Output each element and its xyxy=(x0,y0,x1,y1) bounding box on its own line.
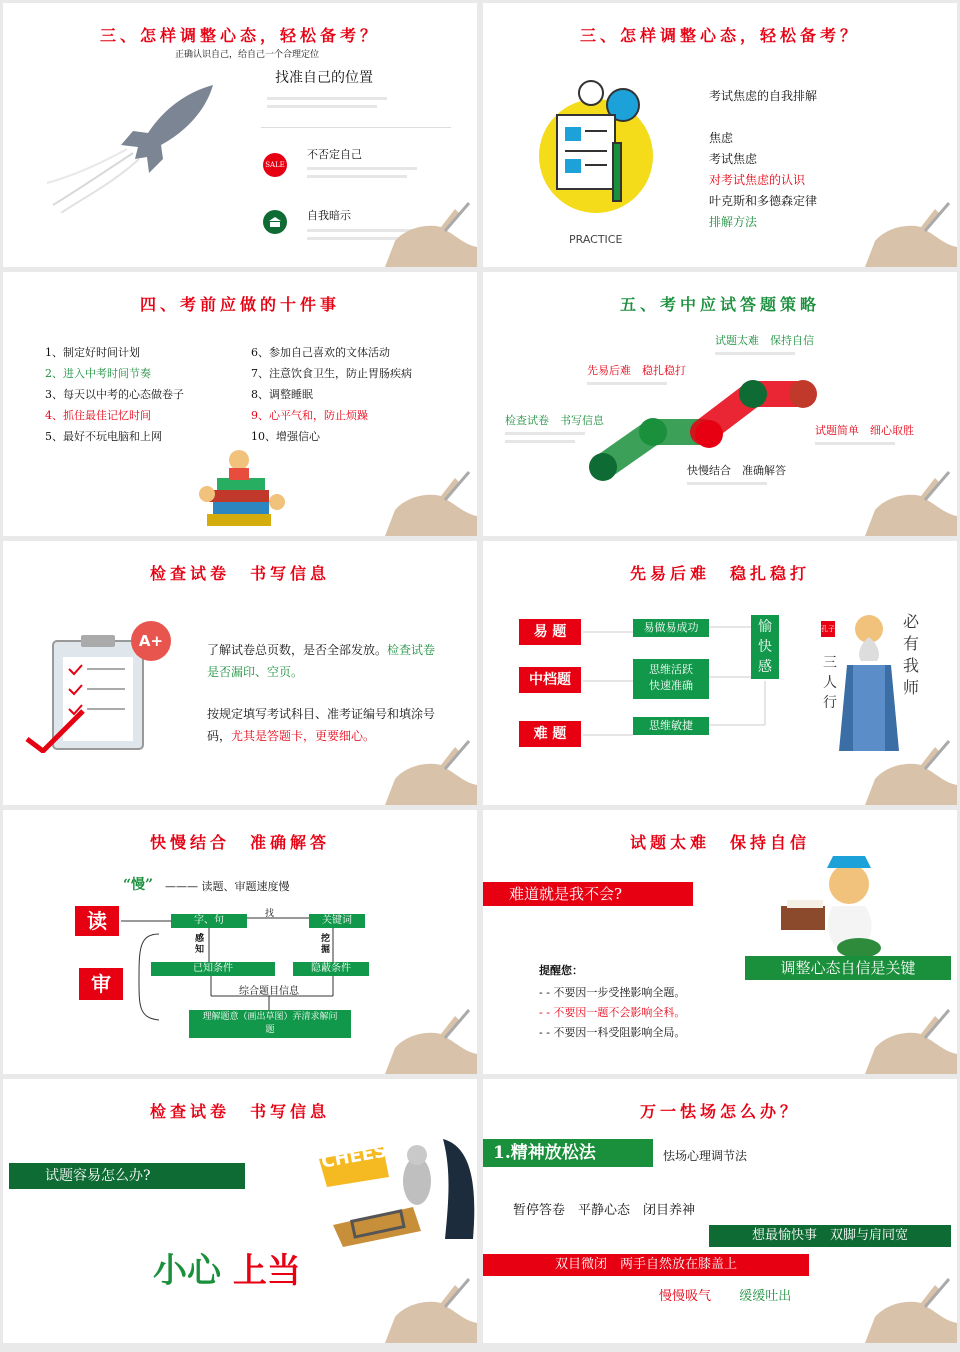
todo-item: 3、每天以中考的心态做卷子 xyxy=(45,388,184,401)
read-label: 读 xyxy=(75,906,119,936)
writing-hand-icon xyxy=(385,201,477,267)
perceive-label: 感知 xyxy=(195,934,205,955)
slide-5 xyxy=(3,541,477,805)
hidden-conditions-box: 隐蔽条件 xyxy=(293,962,369,976)
writing-hand-icon xyxy=(865,470,957,536)
keyword-box: 关键词 xyxy=(309,914,365,928)
anxiety-item: 对考试焦虑的认识 xyxy=(709,173,806,187)
strategy-label: 先易后难 稳扎稳打 xyxy=(587,364,686,377)
text-char: 有 xyxy=(903,634,920,653)
slide-3 xyxy=(3,272,477,536)
text-char: 快 xyxy=(758,639,772,655)
anxiety-item: 排解方法 xyxy=(709,215,758,229)
todo-item: 9、心平气和，防止烦躁 xyxy=(251,409,368,422)
slide-2 xyxy=(483,3,957,267)
slide-7 xyxy=(3,810,477,1074)
question-banner: 试题容易怎么办? xyxy=(9,1163,245,1189)
rocket-icon xyxy=(43,73,243,213)
hard-question-label: 难 题 xyxy=(519,721,581,747)
slide-6 xyxy=(483,541,957,805)
text-char: 愉 xyxy=(758,619,772,635)
faint-text xyxy=(687,482,767,485)
slide-subtitle: 正确认识自己，给自己一个合理定位 xyxy=(175,50,320,60)
todo-list-right xyxy=(251,342,412,447)
text-char: 人 xyxy=(823,675,837,691)
faint-text xyxy=(267,105,377,108)
faint-text xyxy=(307,175,407,178)
slide-title: 五、考中应试答题策略 xyxy=(619,295,820,314)
todo-item: 8、调整睡眠 xyxy=(251,388,313,401)
text-span: 检查 xyxy=(387,643,412,657)
anxiety-item: 叶克斯和多德森定律 xyxy=(709,194,818,208)
dig-label: 挖掘 xyxy=(321,934,331,955)
slide-title: 试题太难 保持自信 xyxy=(629,833,810,852)
student-cartoon-icon xyxy=(773,850,893,960)
slide-10 xyxy=(483,1079,957,1343)
medium-question-label: 中档题 xyxy=(519,667,581,693)
slow-description: ——— 读题、审题速度慢 xyxy=(165,880,290,893)
reminder-item: - - 不要因一题不会影响全科。 xyxy=(539,1006,686,1019)
text-span: 了解试卷总页数，是否全部发放。 xyxy=(207,643,388,657)
text-span: 缓缓吐出 xyxy=(739,1289,792,1304)
practice-document-icon xyxy=(543,73,663,223)
todo-item: 4、抓住最佳记忆时间 xyxy=(45,409,151,422)
slide-9 xyxy=(3,1079,477,1343)
sale-tag-icon: SALE xyxy=(263,153,287,177)
text-char: 我 xyxy=(903,656,920,675)
todo-item: 5、最好不玩电脑和上网 xyxy=(45,430,162,443)
combine-label: 综合题目信息 xyxy=(239,986,299,997)
text-span: 试卷是否漏印、空页。 xyxy=(207,643,436,679)
key-message-banner: 调整心态自信是关键 xyxy=(745,956,951,980)
kids-reading-books-icon xyxy=(191,444,291,530)
reminder-item: - - 不要因一步受挫影响全题。 xyxy=(539,986,686,999)
slide-1 xyxy=(3,3,477,267)
text-char: 必 xyxy=(903,612,920,631)
calligraphy-text xyxy=(903,611,927,699)
strategy-label: 检查试卷 书写信息 xyxy=(505,414,604,427)
writing-hand-icon xyxy=(865,1008,957,1074)
known-conditions-box: 已知条件 xyxy=(151,962,275,976)
reminder-heading: 提醒您： xyxy=(539,964,583,977)
faint-text xyxy=(587,382,667,385)
faint-text xyxy=(715,352,795,355)
slide-title: 快慢结合 准确解答 xyxy=(149,833,330,852)
seal-label: 孔子 xyxy=(821,621,835,637)
slide-8 xyxy=(483,810,957,1074)
writing-hand-icon xyxy=(385,1277,477,1343)
word-sentence-box: 字、句 xyxy=(171,914,247,928)
question-banner: 难道就是我不会? xyxy=(483,882,693,906)
examine-label: 审 xyxy=(79,968,123,1000)
slide-title: 检查试卷 书写信息 xyxy=(149,564,330,583)
method-description: 怯场心理调节法 xyxy=(663,1149,748,1163)
hard-result: 思维敏捷 xyxy=(633,717,709,735)
writing-hand-icon xyxy=(865,739,957,805)
divider xyxy=(261,127,451,128)
anxiety-item: 焦虑 xyxy=(709,131,734,145)
todo-item: 10、增强信心 xyxy=(251,430,320,443)
reminder-item: - - 不要因一科受阻影响全局。 xyxy=(539,1026,686,1039)
text-span: 尤其是答题卡，更要细心。 xyxy=(231,729,376,743)
writing-hand-icon xyxy=(865,201,957,267)
writing-hand-icon xyxy=(385,739,477,805)
action-step-banner: 想最愉快事 双脚与肩同宽 xyxy=(709,1225,951,1247)
text-span: 小心 xyxy=(153,1251,221,1291)
slide-4 xyxy=(483,272,957,536)
text-span: 上当 xyxy=(232,1251,301,1291)
understand-box: 理解题意（画出草图）弄清求解问题 xyxy=(189,1010,351,1038)
bank-icon xyxy=(263,210,287,234)
todo-list-left xyxy=(45,342,184,447)
anxiety-item: 考试焦虑 xyxy=(709,152,758,166)
practice-label: PRACTICE xyxy=(569,233,623,246)
slide-title: 检查试卷 书写信息 xyxy=(149,1102,330,1121)
text-char: 行 xyxy=(823,695,837,711)
position-heading: 找准自己的位置 xyxy=(275,70,373,86)
slide-title: 四、考前应做的十件事 xyxy=(139,295,340,314)
slide-title: 先易后难 稳扎稳打 xyxy=(629,564,810,583)
todo-item: 6、参加自己喜欢的文体活动 xyxy=(251,346,390,359)
item-label: 不否定自己 xyxy=(307,148,362,161)
todo-item: 1、制定好时间计划 xyxy=(45,346,140,359)
text-line: 快速准确 xyxy=(649,679,693,692)
text-char: 感 xyxy=(758,659,772,675)
anxiety-heading: 考试焦虑的自我排解 xyxy=(709,89,818,103)
todo-item: 7、注意饮食卫生，防止胃肠疾病 xyxy=(251,367,412,380)
check-paragraph-1 xyxy=(207,639,447,683)
slide-title: 万一怯场怎么办？ xyxy=(639,1102,800,1121)
text-char: 师 xyxy=(903,678,920,697)
writing-hand-icon xyxy=(385,1008,477,1074)
strategy-label: 试题简单 细心取胜 xyxy=(815,424,914,437)
faint-text xyxy=(815,442,895,445)
action-step: 暂停答卷 平静心态 闭目养神 xyxy=(513,1203,696,1218)
slide-title: 三、怎样调整心态，轻松备考？ xyxy=(579,26,860,45)
faint-text xyxy=(307,167,417,170)
writing-hand-icon xyxy=(865,1277,957,1343)
calligraphy-text xyxy=(823,653,843,713)
text-span: 慢慢吸气 xyxy=(659,1289,712,1304)
action-step-banner: 双目微闭 两手自然放在膝盖上 xyxy=(483,1254,809,1276)
strategy-label: 快慢结合 准确解答 xyxy=(687,464,786,477)
easy-result: 易做易成功 xyxy=(633,619,709,637)
pleasure-feeling-box xyxy=(751,615,779,679)
faint-text xyxy=(505,432,585,435)
strategy-label: 试题太难 保持自信 xyxy=(715,334,814,347)
item-label: 自我暗示 xyxy=(307,209,351,222)
faint-text xyxy=(267,97,387,100)
cheese-label: CHEESE xyxy=(319,1138,401,1173)
easy-question-label: 易 题 xyxy=(519,619,581,645)
method-banner: 1.精神放松法 xyxy=(483,1139,653,1167)
writing-hand-icon xyxy=(385,470,477,536)
breathing-step xyxy=(659,1285,791,1304)
slide-title: 三、怎样调整心态，轻松备考？ xyxy=(99,26,380,45)
grade-badge: A+ xyxy=(131,621,171,661)
todo-item: 2、进入中考时间节奏 xyxy=(45,367,151,380)
medium-result xyxy=(633,659,709,699)
text-char: 三 xyxy=(823,655,837,671)
find-label: 找 xyxy=(265,909,275,919)
slow-label: “慢” xyxy=(123,877,154,893)
text-line: 思维活跃 xyxy=(649,663,693,676)
text-span: 按规定填写考试科目、准考证编号和填涂号码， xyxy=(207,707,436,743)
warning-text xyxy=(153,1243,301,1292)
faint-text xyxy=(505,440,575,443)
